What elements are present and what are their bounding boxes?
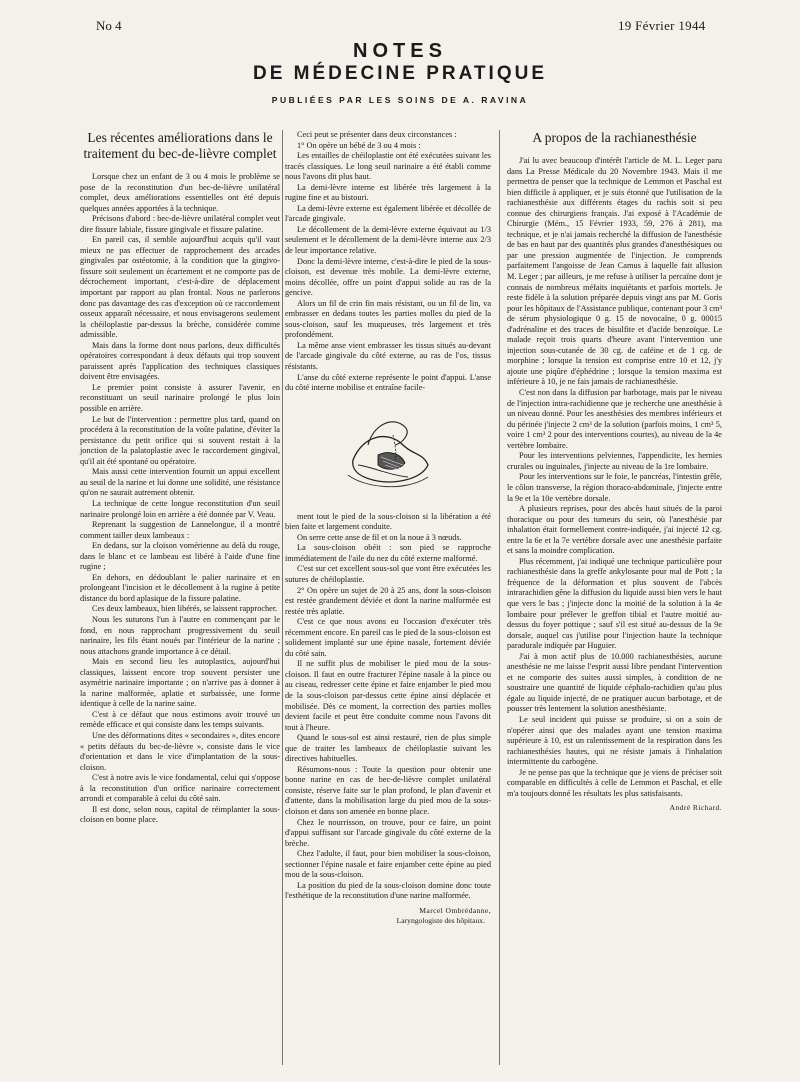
column-divider xyxy=(499,130,500,1065)
article-title: A propos de la rachianesthésie xyxy=(532,130,697,145)
paragraph: Le décollement de la demi-lèvre externe équivaut au 1/3 seulement et le décollement de la demi-lèvre interne aux 2/3 de leur importance relative. xyxy=(285,224,491,256)
paragraph: 1° On opère un bébé de 3 ou 4 mois : xyxy=(297,140,421,150)
column-3 xyxy=(507,130,722,814)
paragraph: Le premier point consiste à assurer l'avenir, en reconstituant un seuil narinaire prolongé le plus loin possible en arrière. xyxy=(80,382,280,414)
paragraph: Il ne suffit plus de mobiliser le pied mou de la sous-cloison. Il faut en outre fracturer l'épine nasale à la pince ou au ciseau, redresser cette épine et faire enjamber le pied mou de la sous-cloison par-dessus cette épine ainsi déplacée et mobilisée. Dès ce moment, la correction des parties molles devient facile et peut être conduite comme nous l'avons dit tout à l'heure. xyxy=(285,659,491,732)
author-signature: Marcel Ombrédanne, xyxy=(419,905,491,915)
paragraph: En pareil cas, il semble aujourd'hui acquis qu'il vaut mieux ne pas effectuer de rapprochement des arcades gingivales par ostéotomie, à la condition que la gingivo-fissure soit seulement un écartement et ne comporte pas de décrochement important, c'est-à-dire de déplacement important par rapport au plan frontal. Nous ne parlerons donc pas davantage des cas d'exception où ce raccordement osseux apparaît nécessaire, et nous envisagerons seulement la chéiloplastie par-dessus la brèche, considérée comme admissible. xyxy=(80,235,280,340)
paragraph: Ceci peut se présenter dans deux circonstances : xyxy=(297,130,457,139)
paragraph: On serre cette anse de fil et on la noue à 3 nœuds. xyxy=(297,532,462,542)
paragraph: Pour les interventions pelviennes, l'appendicite, les hernies crurales ou inguinales, j'injecte au niveau de la 1re lombaire. xyxy=(507,451,722,471)
masthead-notes: NOTES xyxy=(353,40,447,62)
paragraph: C'est non dans la diffusion par barbotage, mais par le niveau de l'injection intra-rachidienne que je recherche une anesthésie à un niveau donné. Pour les anesthésies des membres inférieurs et du périnée j'injecte 2 cm³ de la solution (parfois moins, 1 cm³ 5, voire 1 cm³ 2 pour des interventions courtes), au niveau de la 4e vertèbre lombaire. xyxy=(507,388,722,450)
paragraph: J'ai à mon actif plus de 10.000 rachianesthésies, aucune anesthésie ne me laisse l'esprit aussi libre pendant l'intervention et ne comporte des suites aussi simples, à condition de ne soustraire une quantité de liquide céphalo-rachidien qu'au plus égale au liquide injecté, de ne pratiquer aucun barbotage, et de pousser très lentement la solution anesthésiante. xyxy=(507,651,722,714)
masthead-title: DE MÉDECINE PRATIQUE xyxy=(252,63,547,84)
paragraph: Chez l'adulte, il faut, pour bien mobiliser la sous-cloison, sectionner l'épine nasale et faire enjamber cette épine au pied mou de la sous-cloison. xyxy=(285,849,491,880)
paragraph: Alors un fil de crin fin mais résistant, ou un fil de lin, va embrasser en dedans toutes les parties molles du pied de la sous-cloison, sauf les muqueuses, très largement et très profondément. xyxy=(285,298,491,340)
paragraph: C'est ce que nous avons eu l'occasion d'exécuter très récemment encore. En pareil cas le pied de la sous-cloison est solidement implanté sur une épine nasale, fortement déviée du côté sain. xyxy=(285,617,491,658)
paragraph: En dedans, sur la cloison vomérienne au delà du rouge, dans le blanc et ce lambeau est libéré à l'aide d'une fine rugine ; xyxy=(80,541,280,572)
paragraph: La demi-lèvre externe est également libérée et décollée de l'arcade gingivale. xyxy=(285,203,491,224)
paragraph: Une des déformations dites « secondaires », dites encore « petits défauts du bec-de-lièvre », consiste dans le vice d'orientation et dans le vice d'implantation de la sous-cloison. xyxy=(80,730,280,772)
paragraph: Mais en second lieu les autoplastics, aujourd'hui classiques, laissent encore trop souvent persister une asymétrie narinaire importante ; on n'arrive pas à donner à la narine malformée, aplatie et surbaissée, une forme identique à celle de la narine saine. xyxy=(80,657,280,709)
column-divider xyxy=(282,130,283,1065)
paragraph: Pour les interventions sur le foie, le pancréas, l'intestin grêle, le côlon transverse, la région thoraco-abdominale, j'injecte entre la 9e et la 10e vertèbre dorsale. xyxy=(507,472,722,503)
paragraph: Nous les suturons l'un à l'autre en commençant par le fond, en nous rapprochant progressivement du seuil narinaire, les fils étant noués par l'intérieur de la narine ; nous attachons grande importance à ce détail. xyxy=(80,614,280,656)
author-title: Laryngologiste des hôpitaux. xyxy=(396,916,485,926)
paragraph: La même anse vient embrasser les tissus situés au-devant de l'arcade gingivale du côté externe, au ras de l'os, tissus résistants. xyxy=(285,340,491,372)
paragraph: Je ne pense pas que la technique que je viens de préciser soit comparable en difficultés à celle de Lemmon et Paschal, et elle m'a toujours donné les résultats les plus satisfaisants. xyxy=(507,767,722,798)
paragraph: Précisons d'abord : bec-de-lièvre unilatéral complet veut dire fissure labiale, fissure gingivale et fissure palatine. xyxy=(80,214,280,234)
paragraph: Chez le nourrisson, on trouve, pour ce faire, un point d'appui suffisant sur l'arcade gingivale du côté externe de la brèche. xyxy=(285,817,491,848)
paragraph: L'anse du côté externe représente le point d'appui. L'anse du côté interne mobilise et entraîne facile- xyxy=(285,372,491,393)
paragraph: Les entailles de chéiloplastie ont été exécutées suivant les tracés classiques. Le long seuil narinaire a été établi comme nous l'avons dit plus haut. xyxy=(285,151,491,182)
paragraph: Le but de l'intervention : permettre plus tard, quand on procédera à la reconstitution de la voûte palatine, d'éviter la persistance du petit orifice qui si souvent restait à la jonction de la palatoplastie avec le raccordement gingival, qu'il ait été spontané ou opératoire. xyxy=(80,414,280,466)
column-2 xyxy=(285,130,491,927)
paragraph: C'est à notre avis le vice fondamental, celui qui s'oppose à la reconstitution d'un orifice narinaire correctement arrondi et comparable à celui du côté sain. xyxy=(80,773,280,804)
paragraph: Il est donc, selon nous, capital de réimplanter la sous-cloison en bonne place. xyxy=(80,804,280,825)
author-signature: André Richard. xyxy=(669,803,722,813)
paragraph: Plus récemment, j'ai indiqué une technique particulière pour rachianesthésie dans la greffe ankylosante pour mal de Pott ; la fréquence de la déformation et plus souvent de l'abcès intrarachidien gêne la diffusion du liquide aussi bien vers le haut que vers le bas ; j'injecte donc la moitié de la solution à la 4e lombaire pour prélever le greffon tibial et l'autre moitié au-dessus du foyer pottique ; sauf s'il est situé au-dessus de la 9e dorsale, auquel cas j'utilise pour l'injection haute la technique paradurale indiquée par Huguier. xyxy=(507,556,722,651)
paragraph: Ces deux lambeaux, bien libérés, se laissent rapprocher. xyxy=(92,604,278,614)
paragraph: C'est à ce défaut que nous estimons avoir trouvé un remède efficace et qui consiste dans les temps suivants. xyxy=(80,709,280,730)
paragraph: ment tout le pied de la sous-cloison si la libération a été bien faite et largement conduite. xyxy=(285,511,491,532)
paragraph: La technique de cette longue reconstitution d'un seuil narinaire prolongé loin en arrière a été donnée par V. Veau. xyxy=(80,498,280,519)
paragraph: 2° On opère un sujet de 20 à 25 ans, dont la sous-cloison est restée grandement déviée et dont la narine malformée est restée très aplatie. xyxy=(285,585,491,616)
paragraph: La sous-cloison obéit : son pied se rapproche immédiatement de l'aile du nez du côté externe malformé. xyxy=(285,543,491,563)
paragraph: Résumons-nous : Toute la question pour obtenir une bonne narine en cas de bec-de-lièvre complet unilatéral consiste, réserve faite sur le plan profond, le plan d'avenir et d'attente, dans la mobilisation large du pied mou de la sous-cloison et dans son amenée en bonne place. xyxy=(285,764,491,816)
surgical-illustration xyxy=(285,402,491,508)
paragraph: Le seul incident qui puisse se produire, si on a soin de n'opérer ainsi que des malades ayant une tension maxima supérieure à 10, est un ralentissement de la respiration dans les rachianesthésies hautes, qui ne résiste jamais à l'inhalation intermittente du carbogène. xyxy=(507,714,722,767)
paragraph: C'est sur cet excellent sous-sol que vont être exécutées les sutures de chéiloplastie. xyxy=(285,564,491,584)
paragraph: Lorsque chez un enfant de 3 ou 4 mois le problème se pose de la reconstitution d'un bec-de-lièvre unilatéral complet, deux améliorations essentielles ont été depuis quelques années apportées à la technique. xyxy=(80,172,280,213)
issue-number: No 4 xyxy=(96,18,122,33)
masthead-editor: PUBLIÉES PAR LES SOINS DE A. RAVINA xyxy=(271,95,529,105)
article-body xyxy=(507,156,722,799)
lip-suture-figure xyxy=(333,405,443,505)
paragraph: En dehors, en dédoublant le palier narinaire et en prolongeant l'incision et le décollement à la rugine à petite distance du bord aplasique de la fissure palatine. xyxy=(80,572,280,603)
paragraph: La demi-lèvre interne est libérée très largement à la rugine fine et au bistouri. xyxy=(285,182,491,203)
issue-date: 19 Février 1944 xyxy=(618,18,706,33)
paragraph: Donc la demi-lèvre interne, c'est-à-dire le pied de la sous-cloison, est devenue très mobile. La demi-lèvre externe, moins décollée, offre un point d'appui solide au ras de la gencive. xyxy=(285,256,491,298)
column-1 xyxy=(80,130,280,826)
paragraph: J'ai lu avec beaucoup d'intérêt l'article de M. L. Leger paru dans La Presse Médicale du 20 Novembre 1943. Mais il me permettra de penser que la technique de Lemmon et Paschal est bien difficile à appliquer, et je suis étonné que l'utilisation de la rachianesthésie aux différents étages du rachis soit si peu connue des chirurgiens français. J'ai exposé à l'Académie de Chirurgie (Mém., 15 Février 1933, 59, 276 à 281), ma technique, et je n'ai jamais recherché la diffusion de l'anesthésie de bas en haut par des quantités plus grandes d'anesthésiques ou par une pression augmentée de l'injection. Je comprends parfaitement l'angoisse de Jean Camus à laquelle fait allusion M. Leger ; par ailleurs, je me refuse à utiliser la percaïne dont je connais de nombreux méfaits inquiétants et parfois mortels. Je reste fidèle à la solution préparée depuis vingt ans par M. Goris pour les hôpitaux de l'Assistance publique, contenant pour 3 cm³ de sérum physiologique 0 g. 15 de novocaïne, 0 g. 00015 d'adrénaline et des traces de bisulfite et d'acide benzoïque. Le malade reçoit trois quarts d'heure avant l'intervention une injection sous-cutanée de 30 cg. de caféine et de 1 cg. de morphine ; lorsque la tension est comprise entre 10 et 12, j'y ajoute une piqûre d'éphédrine ; lorsque la tension maxima est inférieure à 10, je ne fais jamais de rachianesthésie. xyxy=(507,156,722,387)
paragraph: Mais dans la forme dont nous parlons, deux difficultés opératoires correspondant à deux défauts qui trop souvent paraissent après l'application des techniques classiques doivent être envisagées. xyxy=(80,340,280,382)
article-body xyxy=(285,512,491,902)
paragraph: A plusieurs reprises, pour des abcès haut situés de la paroi thoracique ou pour des tumeurs du sein, où l'anesthésie par inhalation était formellement contre-indiquée, j'ai injecté 12 cg. entre la 6e et la 7e vertèbre dorsale avec une anesthésie parfaite et sans la moindre complication. xyxy=(507,504,722,556)
article-body xyxy=(285,130,491,394)
paragraph: La position du pied de la sous-cloison domine donc toute l'esthétique de la reconstitution d'une narine malformée. xyxy=(285,880,491,901)
paragraph: Reprenant la suggestion de Lannelongue, il a montré comment tailler deux lambeaux : xyxy=(80,520,280,540)
paragraph: Mais aussi cette intervention fournit un appui excellent au seuil de la narine et lui donne une solidité, une résistance qu'on ne saurait autrement obtenir. xyxy=(80,467,280,498)
article-body xyxy=(80,172,280,826)
paragraph: Quand le sous-sol est ainsi restauré, rien de plus simple que de traiter les lambeaux de chéiloplastie suivant les directives habituelles. xyxy=(285,733,491,764)
article-title: Les récentes améliorations dans le traitement du bec-de-lièvre complet xyxy=(83,130,277,161)
